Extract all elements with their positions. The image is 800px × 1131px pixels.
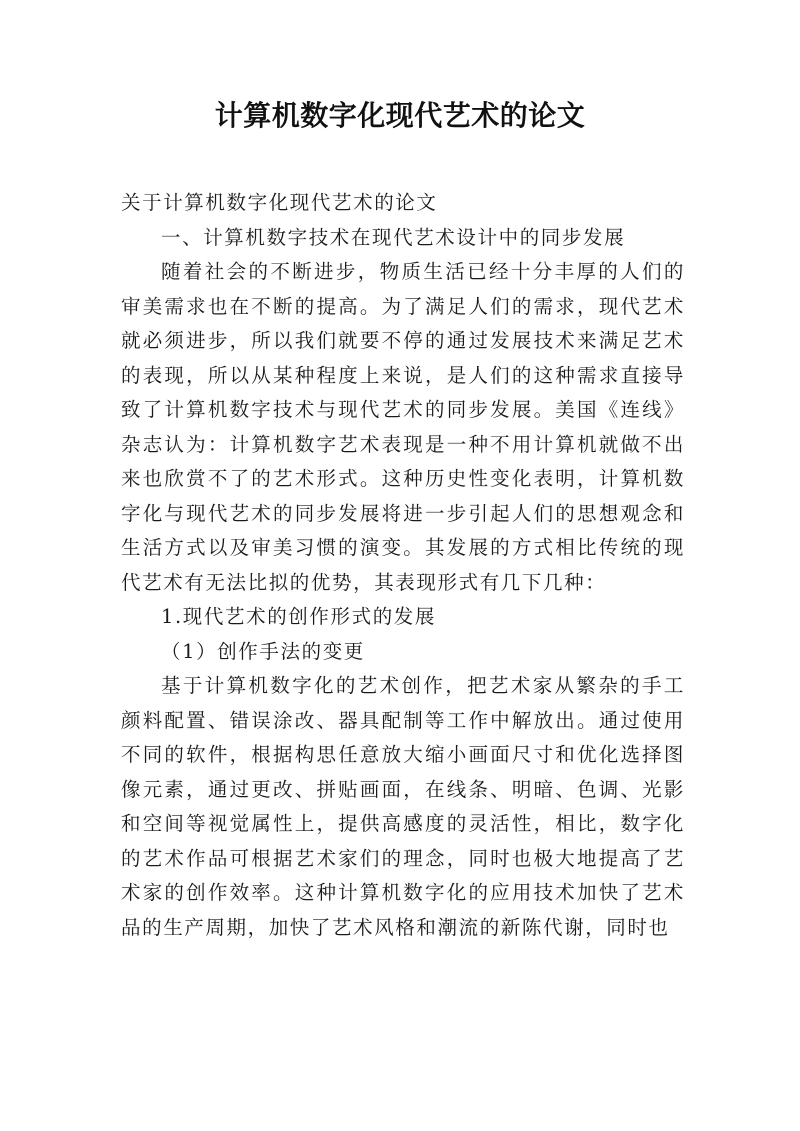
paragraph-heading-section-1: 一、计算机数字技术在现代艺术设计中的同步发展 xyxy=(161,225,626,249)
paragraph-heading-item-1: （1）创作手法的变更 xyxy=(161,639,365,663)
paragraph-body: 随着社会的不断进步，物质生活已经十分丰厚的人们的审美需求也在不断的提高。为了满足人们的需求，现代艺术就必须进步，所以我们就要不停的通过发展技术来满足艺术的表现，所以从某种程度上来说，是人们的这种需求直接导致了计算机数字技术与现代艺术的同步发展。美国《连线》杂志认为：计算机数字艺术表现是一种不用计算机就做不出来也欣赏不了的艺术形式。这种历史性变化表明，计算机数字化与现代艺术的同步发展将进一步引起人们的思想观念和生活方式以及审美习惯的演变。其发展的方式相比传统的现代艺术有无法比拟的优势，其表现形式有几下几种： xyxy=(121,260,685,594)
paragraph-heading-subsection-1: 1.现代艺术的创作形式的发展 xyxy=(161,605,437,628)
document-title: 计算机数字化现代艺术的论文 xyxy=(214,99,586,132)
document-body xyxy=(121,186,685,945)
paragraph-subtitle: 关于计算机数字化现代艺术的论文 xyxy=(121,191,438,214)
paragraph-body: 基于计算机数字化的艺术创作，把艺术家从繁杂的手工颜料配置、错误涂改、器具配制等工作中解放出。通过使用不同的软件，根据构思任意放大缩小画面尺寸和优化选择图像元素，通过更改、拼贴画面，在线条、明暗、色调、光影和空间等视觉属性上，提供高感度的灵活性，相比，数字化的艺术作品可根据艺术家们的理念，同时也极大地提高了艺术家的创作效率。这种计算机数字化的应用技术加快了艺术品的生产周期，加快了艺术风格和潮流的新陈代谢，同时也 xyxy=(121,674,685,939)
